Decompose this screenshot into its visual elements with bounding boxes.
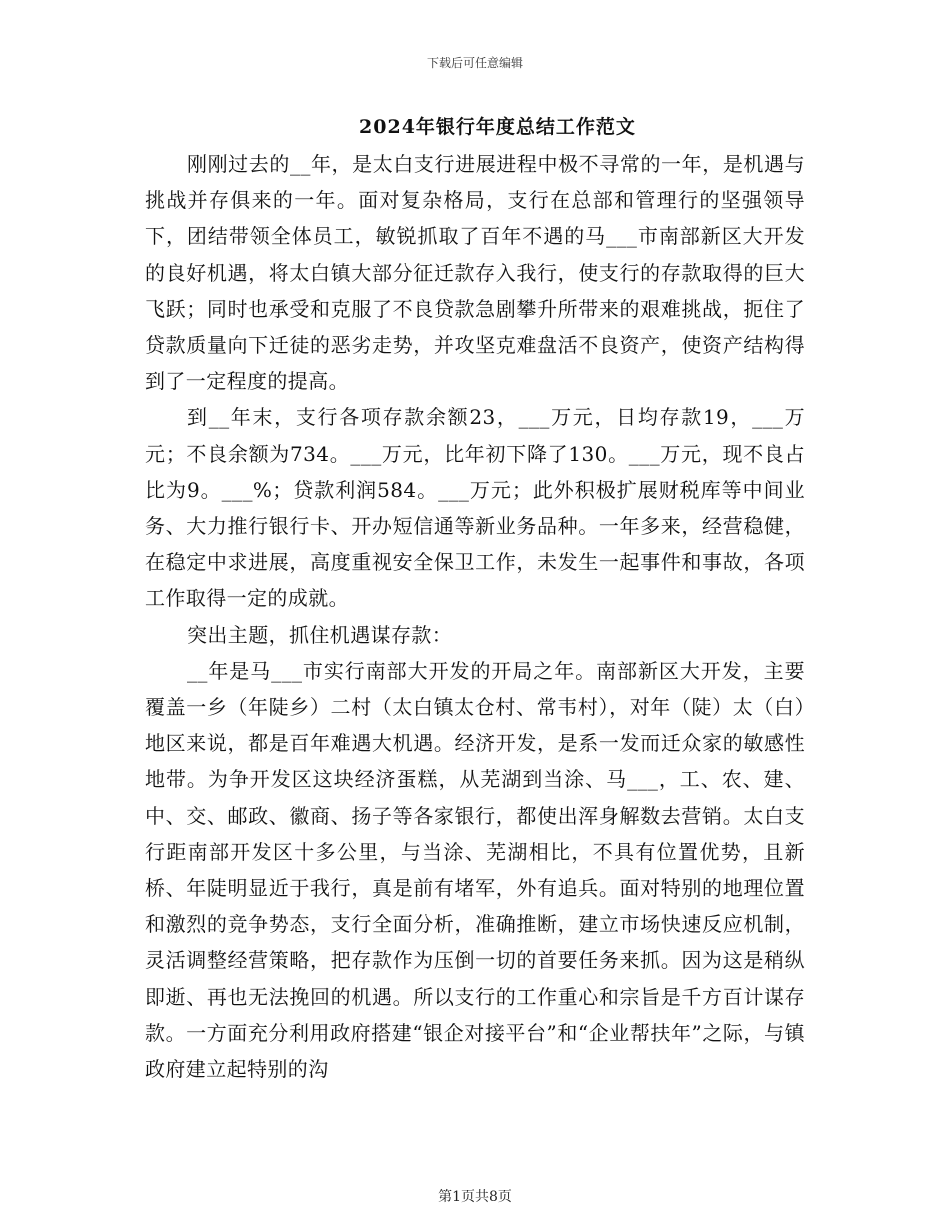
paragraph-2: 到__年末，支行各项存款余额23，___万元，日均存款19，___万元；不良余额为734。___万元，比年初下降了130。___万元，现不良占比为9。___%；贷款利润584。___万元；此外积极扩展财税库等中间业务、大力推行银行卡、开办短信通等新业务品种。一年多来，经营稳健，在稳定中求进展，高度重视安全保卫工作，未发生一起事件和事故，各项工作取得一定的成就。 — [145, 405, 805, 611]
paragraph-1: 刚刚过去的__年，是太白支行进展进程中极不寻常的一年，是机遇与挑战并存俱来的一年。面对复杂格局，支行在总部和管理行的坚强领导下，团结带领全体员工，敏锐抓取了百年不遇的马___市南部新区大开发的良好机遇，将太白镇大部分征迁款存入我行，使支行的存款取得的巨大飞跃；同时也承受和克服了不良贷款急剧攀升所带来的艰难挑战，扼住了贷款质量向下迁徒的恶劣走势，并攻坚克难盘活不良资产，使资产结构得到了一定程度的提高。 — [145, 152, 805, 394]
section-heading: 突出主题，抓住机遇谋存款： — [187, 622, 453, 647]
paragraph-3: __年是马___市实行南部大开发的开局之年。南部新区大开发，主要覆盖一乡（年陡乡）二村（太白镇太仓村、常韦村），对年（陡）太（白）地区来说，都是百年难遇大机遇。经济开发，是系一发而迁众家的敏感性地带。为争开发区这块经济蛋糕，从芜湖到当涂、马___，工、农、建、中、交、邮政、徽商、扬子等各家银行，都使出浑身解数去营销。太白支行距南部开发区十多公里，与当涂、芜湖相比，不具有位置优势，且新桥、年陡明显近于我行，真是前有堵军，外有追兵。面对特别的地理位置和激烈的竞争势态，支行全面分析，准确推断，建立市场快速反应机制，灵活调整经营策略，把存款作为压倒一切的首要任务来抓。因为这是稍纵即逝、再也无法挽回的机遇。所以支行的工作重心和宗旨是千方百计谋存款。一方面充分利用政府搭建“银企对接平台”和“企业帮扶年”之际，与镇政府建立起特别的沟 — [145, 658, 805, 1082]
document-body — [145, 146, 805, 1087]
page-number: 第1页共8页 — [438, 1189, 512, 1205]
document-title: 2024年银行年度总结工作范文 — [359, 116, 636, 138]
page-header: 下载后可任意编辑 — [426, 56, 523, 70]
